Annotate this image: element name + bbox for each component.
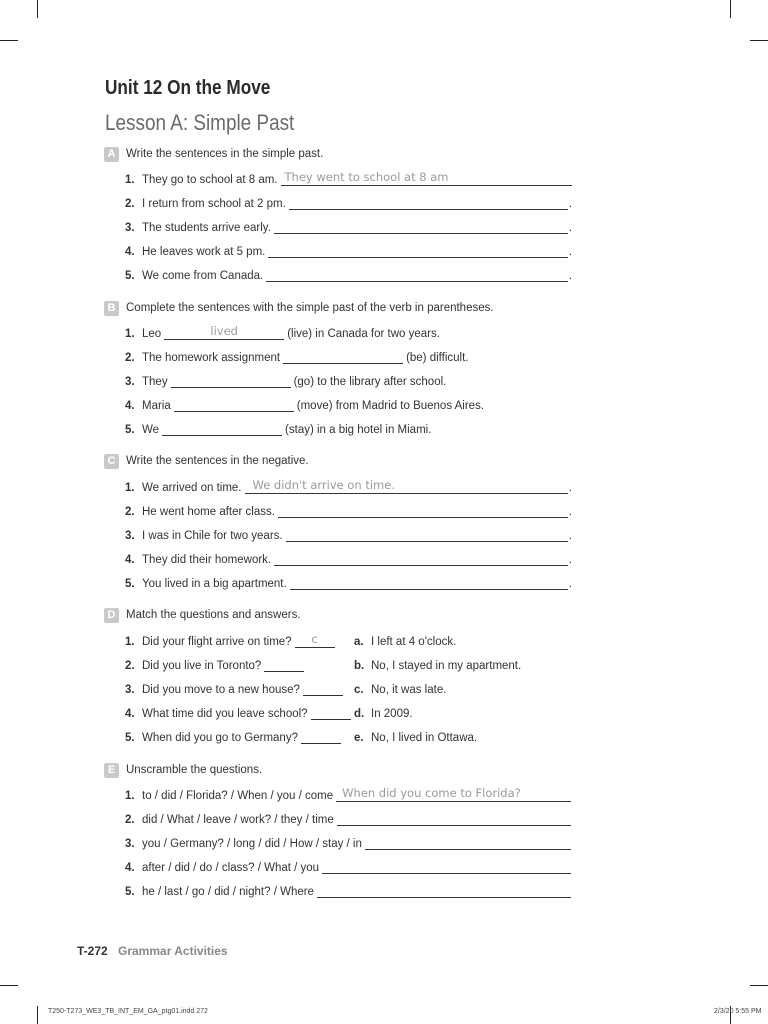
item-prompt: I was in Chile for two years.: [142, 530, 283, 542]
item-prompt: They did their homework.: [142, 554, 272, 566]
item-number: 2.: [125, 198, 135, 210]
section-instruction: Write the sentences in the negative.: [126, 455, 309, 467]
answer-blank[interactable]: [311, 705, 351, 720]
section-badge: A: [104, 147, 119, 162]
section-instruction: Match the questions and answers.: [126, 609, 301, 621]
item-text-before: We: [142, 424, 160, 436]
item-number: 4.: [125, 554, 135, 566]
answer-blank[interactable]: [303, 681, 343, 696]
answer-line[interactable]: [317, 883, 571, 898]
crop-mark: [750, 40, 768, 41]
exercise-item: [125, 524, 572, 542]
item-number: 1.: [125, 328, 135, 340]
item-prompt: You lived in a big apartment.: [142, 578, 287, 590]
item-number: 1.: [125, 790, 135, 802]
question-text: Did you move to a new house?: [142, 684, 300, 696]
item-text-after: (stay) in a big hotel in Miami.: [285, 424, 432, 436]
period: .: [568, 222, 572, 234]
question-text: What time did you leave school?: [142, 708, 308, 720]
answer-line[interactable]: [245, 479, 568, 494]
answer-line[interactable]: [281, 171, 572, 186]
section-a-header: [104, 146, 323, 162]
handwritten-answer: When did you come to Florida?: [342, 786, 521, 800]
item-number: 5.: [125, 886, 135, 898]
item-number: 5.: [125, 732, 135, 744]
item-number: 3.: [125, 222, 135, 234]
print-slug-file: T250-T273_WE3_TB_INT_EM_GA_ptg01.indd 272: [48, 1008, 208, 1015]
item-number: 2.: [125, 352, 135, 364]
footer-section-title: Grammar Activities: [118, 944, 228, 958]
period: .: [568, 270, 572, 282]
answer-blank[interactable]: [174, 397, 294, 412]
answer-blank[interactable]: [301, 729, 341, 744]
period: .: [568, 246, 572, 258]
handwritten-answer: c: [311, 632, 318, 646]
exercise-item: [125, 500, 572, 518]
option-letter: e.: [354, 732, 364, 744]
handwritten-answer: We didn't arrive on time.: [252, 478, 395, 492]
item-prompt: he / last / go / did / night? / Where: [142, 886, 314, 898]
option-text: In 2009.: [371, 708, 413, 720]
item-text-before: They: [142, 376, 168, 388]
question-text: When did you go to Germany?: [142, 732, 298, 744]
period: .: [568, 198, 572, 210]
period: .: [568, 530, 572, 542]
answer-line[interactable]: [274, 551, 568, 566]
answer-blank[interactable]: [171, 373, 291, 388]
exercise-item: [125, 264, 572, 282]
item-text-after: (go) to the library after school.: [293, 376, 447, 388]
exercise-item: [125, 856, 571, 874]
item-prompt: I return from school at 2 pm.: [142, 198, 286, 210]
section-e-header: [104, 762, 262, 778]
item-prompt: The students arrive early.: [142, 222, 271, 234]
exercise-item: [125, 216, 572, 234]
answer-line[interactable]: [286, 527, 568, 542]
item-number: 4.: [125, 400, 135, 412]
exercise-item: [125, 192, 572, 210]
option-letter: c.: [354, 684, 364, 696]
handwritten-answer: They went to school at 8 am: [284, 170, 449, 184]
answer-line[interactable]: [274, 219, 568, 234]
period: .: [568, 578, 572, 590]
item-prompt: We come from Canada.: [142, 270, 264, 282]
item-number: 1.: [125, 482, 135, 494]
item-number: 4.: [125, 708, 135, 720]
exercise-item: [125, 168, 572, 186]
handwritten-answer: lived: [210, 324, 238, 338]
question-item: [125, 630, 335, 648]
period: .: [568, 482, 572, 494]
question-text: Did your flight arrive on time?: [142, 636, 292, 648]
item-prompt: They go to school at 8 am.: [142, 174, 278, 186]
exercise-item: [125, 572, 572, 590]
item-number: 5.: [125, 270, 135, 282]
item-number: 1.: [125, 174, 135, 186]
answer-option: [354, 630, 456, 648]
crop-mark: [37, 0, 38, 18]
unit-title: Unit 12 On the Move: [105, 77, 271, 99]
section-badge: B: [104, 301, 119, 316]
exercise-item: [125, 784, 571, 802]
section-instruction: Complete the sentences with the simple past of the verb in parentheses.: [126, 302, 494, 314]
option-letter: d.: [354, 708, 365, 720]
exercise-item: [125, 394, 484, 412]
option-letter: b.: [354, 660, 365, 672]
exercise-item: [125, 832, 571, 850]
page-number: T-272: [77, 944, 108, 958]
exercise-item: [125, 346, 469, 364]
answer-line[interactable]: [337, 811, 571, 826]
answer-option: [354, 654, 521, 672]
item-number: 3.: [125, 684, 135, 696]
item-prompt: He went home after class.: [142, 506, 275, 518]
option-text: No, I lived in Ottawa.: [371, 732, 478, 744]
section-badge: E: [104, 763, 119, 778]
item-prompt: after / did / do / class? / What / you: [142, 862, 320, 874]
section-badge: D: [104, 608, 119, 623]
item-number: 5.: [125, 424, 135, 436]
item-prompt: did / What / leave / work? / they / time: [142, 814, 334, 826]
item-text-before: Leo: [142, 328, 162, 340]
crop-mark: [0, 40, 18, 41]
exercise-item: [125, 370, 446, 388]
item-number: 4.: [125, 862, 135, 874]
item-number: 2.: [125, 506, 135, 518]
crop-mark: [750, 985, 768, 986]
item-text-after: (move) from Madrid to Buenos Aires.: [296, 400, 485, 412]
period: .: [568, 506, 572, 518]
option-text: I left at 4 o'clock.: [371, 636, 457, 648]
answer-line[interactable]: [278, 503, 568, 518]
item-number: 3.: [125, 376, 135, 388]
item-text-before: The homework assignment: [142, 352, 281, 364]
answer-option: [354, 702, 413, 720]
item-number: 3.: [125, 530, 135, 542]
answer-line[interactable]: [268, 243, 567, 258]
answer-line[interactable]: [365, 835, 571, 850]
item-number: 5.: [125, 578, 135, 590]
crop-mark: [0, 985, 18, 986]
section-d-header: [104, 607, 301, 623]
lesson-title: Lesson A: Simple Past: [105, 110, 295, 135]
question-item: [125, 678, 343, 696]
exercise-item: [125, 240, 572, 258]
answer-blank[interactable]: [283, 349, 403, 364]
item-number: 3.: [125, 838, 135, 850]
item-text-after: (be) difficult.: [406, 352, 469, 364]
item-prompt: We arrived on time.: [142, 482, 242, 494]
period: .: [568, 554, 572, 566]
question-item: [125, 654, 304, 672]
exercise-item: [125, 808, 571, 826]
section-c-header: [104, 453, 309, 469]
section-instruction: Write the sentences in the simple past.: [126, 148, 324, 160]
answer-blank[interactable]: [164, 325, 284, 340]
crop-mark: [37, 1006, 38, 1024]
option-letter: a.: [354, 636, 364, 648]
exercise-item: [125, 476, 572, 494]
answer-option: [354, 678, 446, 696]
answer-line[interactable]: [266, 267, 568, 282]
exercise-item: [125, 418, 431, 436]
item-prompt: He leaves work at 5 pm.: [142, 246, 266, 258]
answer-blank[interactable]: [295, 633, 335, 648]
section-badge: C: [104, 454, 119, 469]
answer-blank[interactable]: [264, 657, 304, 672]
item-prompt: to / did / Florida? / When / you / come: [142, 790, 334, 802]
answer-line[interactable]: [289, 195, 568, 210]
item-text-after: (live) in Canada for two years.: [287, 328, 440, 340]
exercise-item: [125, 548, 572, 566]
item-number: 4.: [125, 246, 135, 258]
exercise-item: [125, 322, 440, 340]
item-number: 2.: [125, 660, 135, 672]
item-number: 2.: [125, 814, 135, 826]
answer-option: [354, 726, 477, 744]
section-instruction: Unscramble the questions.: [126, 764, 263, 776]
option-text: No, it was late.: [371, 684, 447, 696]
answer-line[interactable]: [290, 575, 568, 590]
question-item: [125, 726, 341, 744]
answer-line[interactable]: [336, 787, 571, 802]
exercise-item: [125, 880, 571, 898]
print-slug-date: 2/3/20 5:55 PM: [714, 1008, 762, 1015]
option-text: No, I stayed in my apartment.: [371, 660, 522, 672]
answer-line[interactable]: [322, 859, 571, 874]
answer-blank[interactable]: [162, 421, 282, 436]
item-number: 1.: [125, 636, 135, 648]
item-prompt: you / Germany? / long / did / How / stay / in: [142, 838, 362, 850]
section-b-header: [104, 300, 494, 316]
question-item: [125, 702, 351, 720]
question-text: Did you live in Toronto?: [142, 660, 262, 672]
crop-mark: [730, 0, 731, 18]
item-text-before: Maria: [142, 400, 171, 412]
